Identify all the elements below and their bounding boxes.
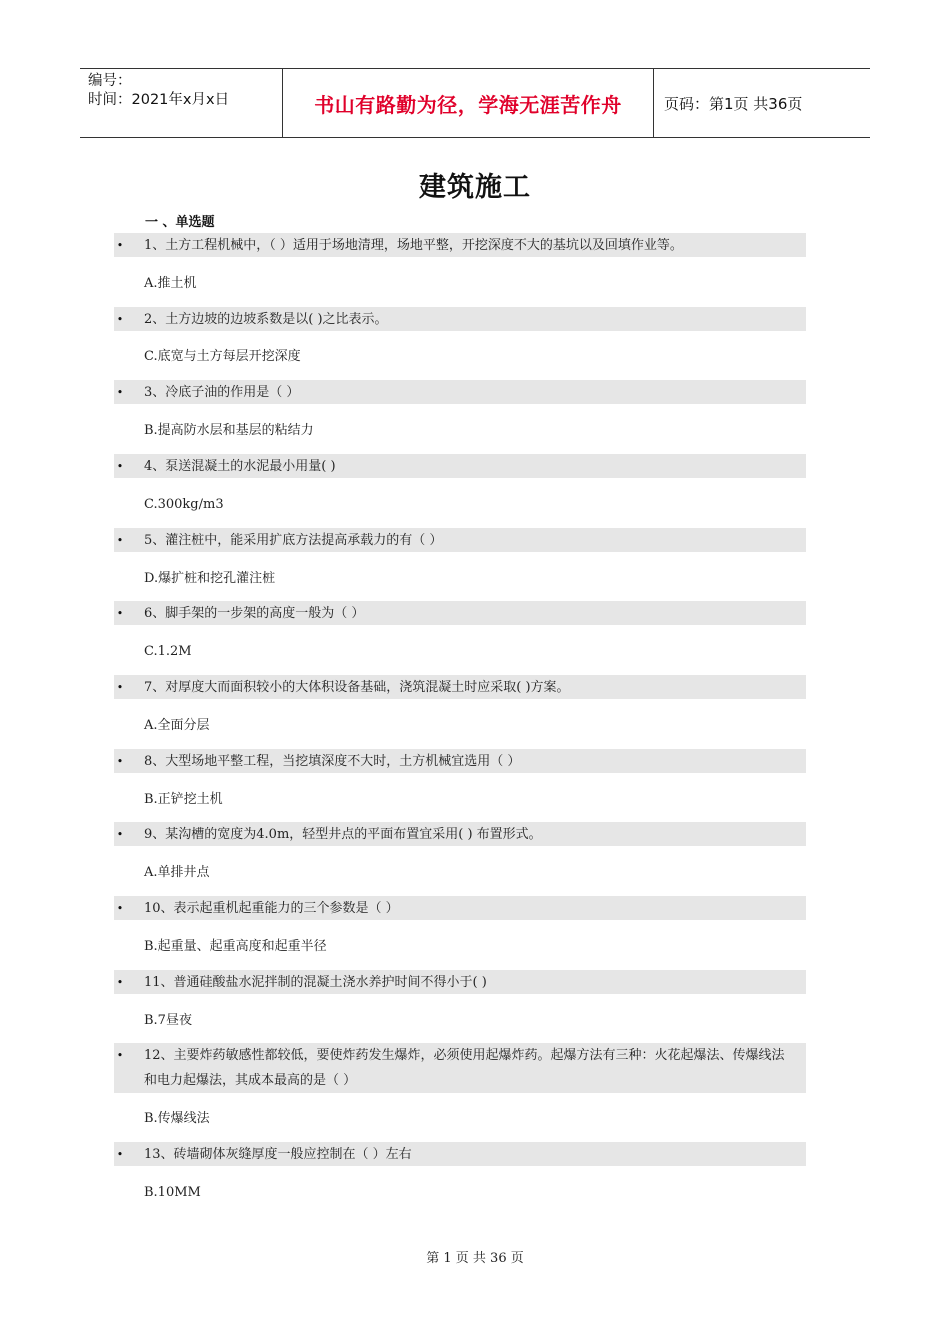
question-text: 4、泵送混凝土的水泥最小用量( ): [144, 459, 336, 474]
question-row: [114, 307, 806, 331]
question-text: 13、砖墙砌体灰缝厚度一般应控制在（ ）左右: [144, 1147, 412, 1162]
bullet-icon: •: [116, 313, 124, 326]
motto-text: 书山有路勤为径，学海无涯苦作舟: [314, 92, 622, 117]
bullet-icon: •: [116, 1148, 124, 1161]
question-row: [114, 675, 806, 699]
answer-text: A.推土机: [144, 276, 197, 291]
question-text: 2、土方边坡的边坡系数是以( )之比表示。: [144, 312, 388, 327]
question-text: 12、主要炸药敏感性都较低，要使炸药发生爆炸，必须使用起爆炸药。起爆方法有三种：火花起爆法、传爆线法和电力起爆法，其成本最高的是（ ）: [144, 1048, 785, 1088]
answer-text: A.全面分层: [144, 718, 210, 733]
bullet-icon: •: [116, 828, 124, 841]
bullet-icon: •: [116, 1049, 124, 1062]
answer-text: B.起重量、起重高度和起重半径: [144, 939, 327, 954]
bullet-icon: •: [116, 681, 124, 694]
question-row: [114, 1142, 806, 1166]
bullet-icon: •: [116, 976, 124, 989]
question-text: 3、冷底子油的作用是（ ）: [144, 385, 300, 400]
question-row: [114, 454, 806, 478]
page-info: 页码：第1页 共36页: [664, 94, 803, 113]
question-text: 10、表示起重机起重能力的三个参数是（ ）: [144, 901, 399, 916]
answer-text: D.爆扩桩和挖孔灌注桩: [144, 571, 276, 586]
question-text: 1、土方工程机械中，（ ）适用于场地清理，场地平整，开挖深度不大的基坑以及回填作业等。: [144, 238, 683, 253]
question-text: 5、灌注桩中，能采用扩底方法提高承载力的有（ ）: [144, 533, 443, 548]
bullet-icon: •: [116, 607, 124, 620]
question-row: [114, 380, 806, 404]
answer-text: B.7昼夜: [144, 1013, 192, 1028]
bullet-icon: •: [116, 755, 124, 768]
question-text: 11、普通硅酸盐水泥拌制的混凝土浇水养护时间不得小于( ): [144, 975, 487, 990]
question-row: [114, 528, 806, 552]
question-text: 6、脚手架的一步架的高度一般为（ ）: [144, 606, 365, 621]
question-row: [114, 822, 806, 846]
question-text: 9、某沟槽的宽度为4.0m，轻型井点的平面布置宜采用( ) 布置形式。: [144, 827, 542, 842]
answer-text: C.300kg/m3: [144, 497, 224, 512]
answer-text: A.单排井点: [144, 865, 210, 880]
header-page-cell: [654, 69, 870, 137]
bullet-icon: •: [116, 386, 124, 399]
time-label: 时间：2021年x月x日: [88, 92, 230, 108]
bullet-icon: •: [116, 239, 124, 252]
question-text: 8、大型场地平整工程，当挖填深度不大时，土方机械宜选用（ ）: [144, 754, 521, 769]
question-text: 7、对厚度大而面积较小的大体积设备基础，浇筑混凝土时应采取( )方案。: [144, 680, 570, 695]
bullet-icon: •: [116, 534, 124, 547]
section-title: 一 、单选题: [145, 215, 215, 230]
question-row: [114, 233, 806, 257]
page-footer: 第 1 页 共 36 页: [426, 1251, 524, 1266]
question-row: [114, 1043, 806, 1093]
answer-text: B.10MM: [144, 1185, 201, 1200]
bullet-icon: •: [116, 460, 124, 473]
number-label: 编号：: [88, 73, 132, 89]
question-row: [114, 970, 806, 994]
header-motto-cell: [282, 69, 654, 137]
answer-text: C.1.2M: [144, 644, 192, 659]
question-row: [114, 601, 806, 625]
answer-text: B.传爆线法: [144, 1111, 210, 1126]
header-table: [80, 68, 870, 138]
answer-text: B.正铲挖土机: [144, 792, 223, 807]
answer-text: C.底宽与土方每层开挖深度: [144, 349, 301, 364]
bullet-icon: •: [116, 902, 124, 915]
header-meta: [80, 69, 282, 137]
document-title: 建筑施工: [419, 172, 531, 203]
question-row: [114, 896, 806, 920]
question-row: [114, 749, 806, 773]
answer-text: B.提高防水层和基层的粘结力: [144, 423, 314, 438]
